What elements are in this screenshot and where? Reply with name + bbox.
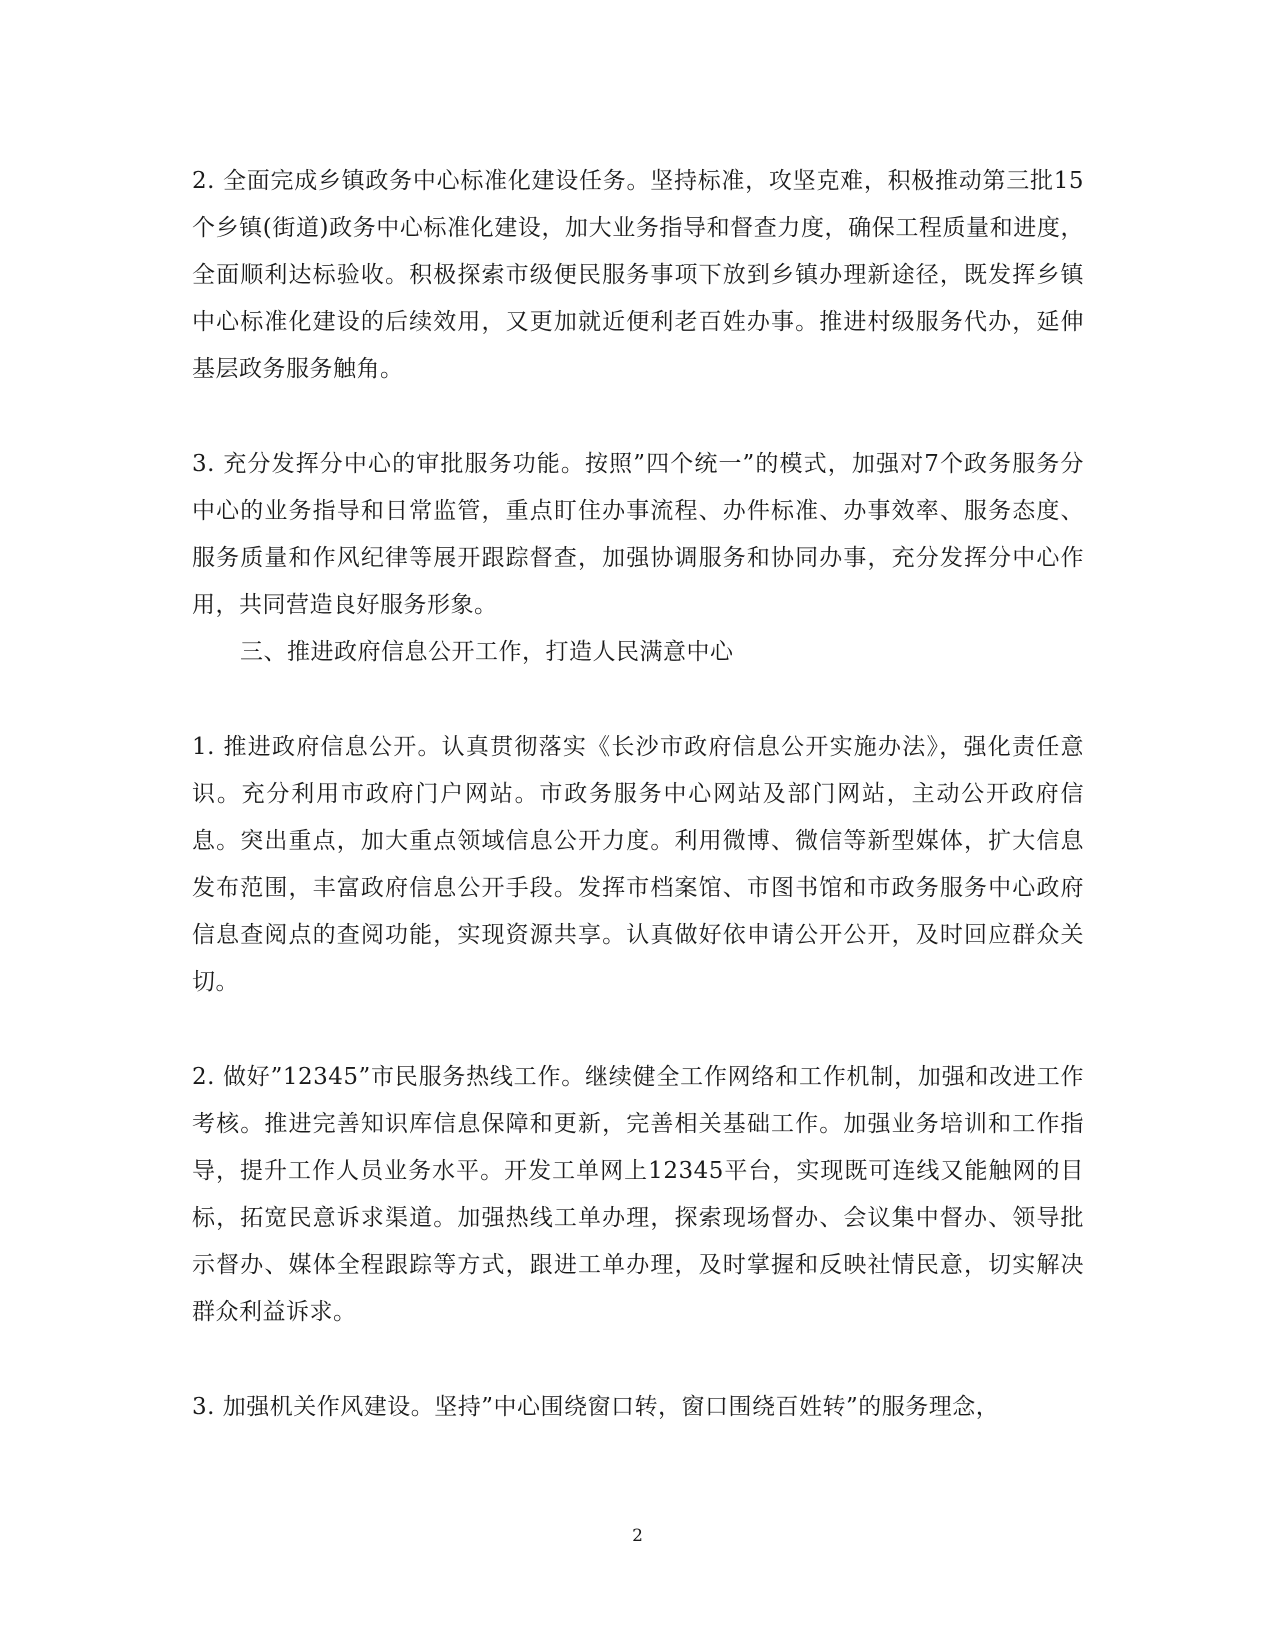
paragraph-hotline: 2. 做好”12345”市民服务热线工作。继续健全工作网络和工作机制，加强和改进工作考核。推进完善知识库信息保障和更新，完善相关基础工作。加强业务培训和工作指导，提升工作人员业务水平。开发工单网上12345平台，实现既可连线又能触网的目标，拓宽民意诉求渠道。加强热线工单办理，探索现场督办、会议集中督办、领导批示督办、媒体全程跟踪等方式，跟进工单办理，及时掌握和反映社情民意，切实解决群众利益诉求。 [192,1064,1084,1325]
section-heading: 三、推进政府信息公开工作，打造人民满意中心 [240,639,734,665]
paragraph-work-style: 3. 加强机关作风建设。坚持”中心围绕窗口转，窗口围绕百姓转”的服务理念， [192,1394,1000,1420]
page-number: 2 [632,1526,643,1546]
paragraph-spacer [192,393,1084,441]
paragraph-sub-center: 3. 充分发挥分中心的审批服务功能。按照”四个统一”的模式，加强对7个政务服务分中心的业务指导和日常监管，重点盯住办事流程、办件标准、办事效率、服务态度、服务质量和作风纪律等展开跟踪督查，加强协调服务和协同办事，充分发挥分中心作用，共同营造良好服务形象。 [192,451,1084,618]
paragraph-township-center: 2. 全面完成乡镇政务中心标准化建设任务。坚持标准，攻坚克难，积极推动第三批15个乡镇(街道)政务中心标准化建设，加大业务指导和督查力度，确保工程质量和进度，全面顺利达标验收。积极探索市级便民服务事项下放到乡镇办理新途径，既发挥乡镇中心标准化建设的后续效用，又更加就近便利老百姓办事。推进村级服务代办，延伸基层政务服务触角。 [192,168,1084,382]
paragraph-info-disclosure: 1. 推进政府信息公开。认真贯彻落实《长沙市政府信息公开实施办法》，强化责任意识。充分利用市政府门户网站。市政务服务中心网站及部门网站，主动公开政府信息。突出重点，加大重点领域信息公开力度。利用微博、微信等新型媒体，扩大信息发布范围，丰富政府信息公开手段。发挥市档案馆、市图书馆和市政务服务中心政府信息查阅点的查阅功能，实现资源共享。认真做好依申请公开公开，及时回应群众关切。 [192,734,1084,995]
document-body [192,158,1084,1431]
